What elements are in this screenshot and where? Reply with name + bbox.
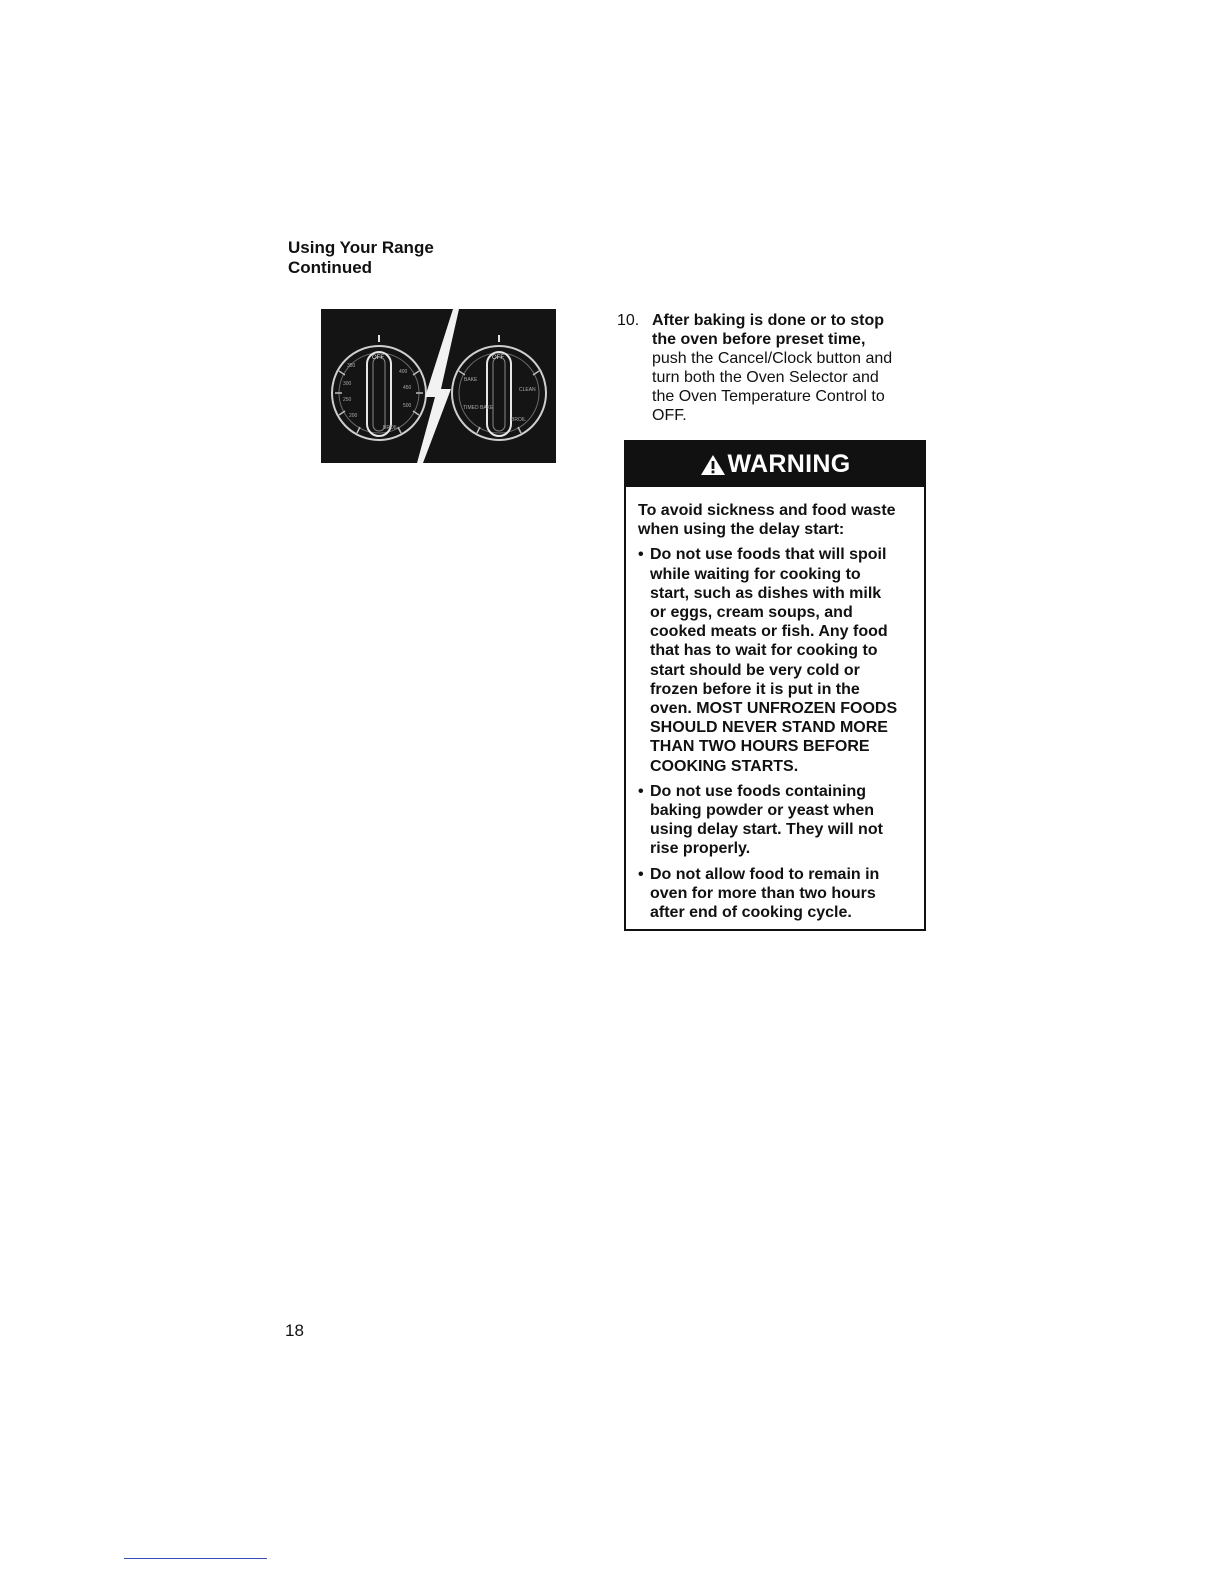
left-dial-mark: BROIL	[383, 425, 399, 431]
step-text-line: turn both the Oven Selector and	[652, 369, 879, 386]
warning-item-line: oven. MOST UNFROZEN FOODS	[650, 700, 898, 718]
step-heading-line: After baking is done or to stop	[652, 312, 885, 329]
step-body	[652, 311, 917, 425]
warning-intro-line: To avoid sickness and food waste	[638, 502, 896, 519]
bullet-icon: •	[638, 546, 644, 564]
left-dial-mark: 200	[349, 413, 358, 419]
warning-item-line: or eggs, cream soups, and	[650, 604, 853, 622]
warning-item-line: rise properly.	[650, 840, 751, 858]
warning-item-line: frozen before it is put in the	[650, 680, 860, 698]
bullet-icon: •	[638, 782, 644, 800]
oven-dials-illustration	[321, 309, 556, 463]
left-dial-off-label: OFF	[372, 355, 384, 361]
warning-title: WARNING	[727, 450, 851, 478]
warning-intro	[638, 501, 914, 539]
warning-item	[638, 865, 914, 923]
warning-item-line: Do not allow food to remain in	[650, 865, 880, 883]
right-dial-mark: TIMED BAKE	[463, 405, 494, 411]
warning-item-line: baking powder or yeast when	[650, 802, 875, 820]
warning-content	[626, 487, 924, 922]
warning-box	[624, 440, 926, 931]
warning-item-line: Do not use foods that will spoil	[650, 546, 887, 564]
warning-intro-line: when using the delay start:	[638, 521, 845, 539]
instruction-step	[617, 311, 917, 425]
step-number: 10.	[617, 312, 640, 329]
warning-item	[638, 782, 914, 859]
left-dial-mark: 300	[343, 381, 352, 387]
warning-item-line: that has to wait for cooking to	[650, 642, 878, 660]
oven-dials-svg	[321, 309, 556, 463]
bullet-icon: •	[638, 865, 644, 883]
left-dial-mark: 350	[347, 363, 356, 369]
warning-item-line: oven for more than two hours	[650, 884, 876, 902]
left-dial-mark: 250	[343, 397, 352, 403]
left-dial-mark: 500	[403, 403, 412, 409]
warning-item-line: while waiting for cooking to	[650, 565, 861, 583]
warning-item	[638, 545, 914, 775]
right-dial-off-label: OFF	[492, 355, 504, 361]
right-dial-mark: BROIL	[511, 417, 527, 423]
step-text-line: push the Cancel/Clock button and	[652, 350, 893, 367]
warning-item-line: start should be very cold or	[650, 661, 860, 679]
warning-item-line: cooked meats or fish. Any food	[650, 623, 888, 641]
page-number: 18	[285, 1321, 304, 1340]
right-dial-mark: BAKE	[464, 377, 478, 383]
step-text-line: the Oven Temperature Control to	[652, 388, 885, 405]
warning-triangle-icon	[700, 454, 726, 476]
warning-item-line: using delay start. They will not	[650, 821, 883, 839]
warning-list	[638, 545, 914, 922]
warning-item-line: Do not use foods containing	[650, 782, 866, 800]
step-text-line: OFF.	[652, 407, 687, 424]
left-dial-mark: 450	[403, 385, 412, 391]
right-dial-mark: CLEAN	[519, 387, 536, 393]
section-title: Using Your Range	[288, 238, 434, 257]
warning-item-line: after end of cooking cycle.	[650, 904, 852, 922]
step-heading-line: the oven before preset time,	[652, 331, 866, 348]
warning-item-line: COOKING STARTS.	[650, 757, 799, 775]
warning-item-line: start, such as dishes with milk	[650, 584, 882, 602]
section-header	[288, 238, 434, 278]
warning-item-line: SHOULD NEVER STAND MORE	[650, 719, 888, 737]
left-dial-mark: 400	[399, 369, 408, 375]
warning-item-line: THAN TWO HOURS BEFORE	[650, 738, 870, 756]
section-subtitle: Continued	[288, 258, 373, 277]
warning-header	[626, 442, 924, 487]
footer-rule	[124, 1558, 267, 1559]
